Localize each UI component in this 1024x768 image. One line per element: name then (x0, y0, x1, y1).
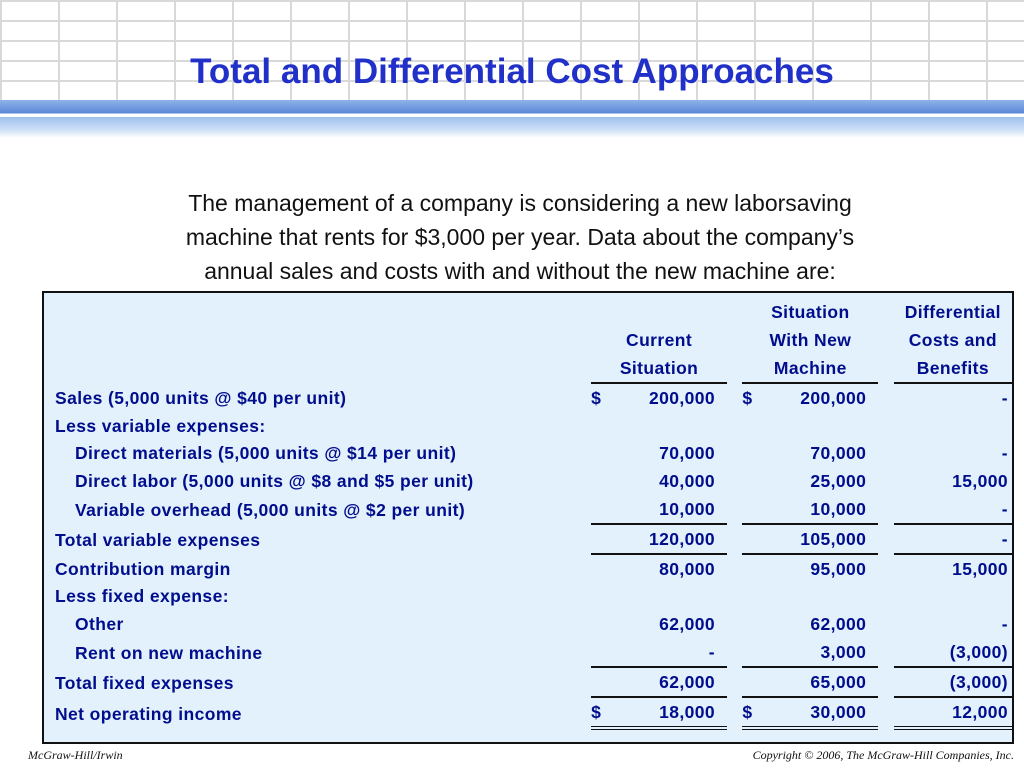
new-value: 30,000 (810, 701, 867, 722)
header-current: Situation (591, 355, 727, 385)
new-value: 70,000 (810, 443, 867, 464)
row-label: Direct materials (5,000 units @ $14 per unit) (75, 443, 457, 464)
table-row (44, 468, 1012, 496)
intro-line: machine that rents for $3,000 per year. Data about the company’s (185, 224, 855, 250)
row-label: Less fixed expense: (55, 586, 229, 607)
table-row (44, 639, 1012, 669)
header-row (44, 299, 1012, 327)
table-row (44, 384, 1012, 412)
diff-value: 15,000 (952, 558, 1008, 579)
new-value: 3,000 (820, 641, 867, 662)
new-value: 25,000 (810, 471, 867, 492)
currency-symbol: $ (742, 387, 753, 408)
intro-line: annual sales and costs with and without the new machine are: (204, 258, 836, 284)
table-row (44, 698, 1012, 730)
current-value: 200,000 (648, 387, 715, 408)
table-row (44, 496, 1012, 526)
new-value: 62,000 (810, 614, 867, 635)
new-value: 65,000 (810, 671, 867, 692)
row-label: Contribution margin (55, 558, 231, 579)
current-value: 18,000 (659, 701, 715, 722)
intro-paragraph (80, 186, 960, 288)
table-row (44, 412, 1012, 440)
table-row (44, 440, 1012, 468)
footer-copyright: Copyright © 2006, The McGraw-Hill Companies, Inc. (752, 748, 1014, 762)
current-value: 10,000 (659, 498, 715, 519)
table-row (44, 583, 1012, 611)
row-label: Less variable expenses: (55, 415, 266, 436)
header-diff: Differential (904, 302, 1001, 323)
header-row (44, 355, 1012, 385)
table-row (44, 525, 1012, 555)
currency-symbol: $ (591, 387, 602, 408)
new-value: 200,000 (800, 387, 867, 408)
diff-value: - (1001, 443, 1008, 464)
header-current (591, 299, 727, 327)
row-label: Other (75, 614, 124, 635)
current-value: 80,000 (659, 558, 715, 579)
new-value: 10,000 (810, 498, 867, 519)
table-row (44, 555, 1012, 583)
header-row (44, 327, 1012, 355)
new-value: 95,000 (810, 558, 867, 579)
cost-table (44, 299, 1012, 730)
diff-value: (3,000) (949, 671, 1008, 692)
footer-publisher: McGraw-Hill/Irwin (28, 748, 123, 762)
diff-value: - (1001, 387, 1008, 408)
row-label: Rent on new machine (75, 642, 263, 663)
currency-symbol: $ (742, 701, 753, 722)
cost-comparison-table (42, 291, 1014, 744)
diff-value: 12,000 (952, 701, 1008, 722)
current-value: 62,000 (659, 671, 715, 692)
slide-title: Total and Differential Cost Approaches (190, 52, 834, 91)
header-current: Current (626, 330, 693, 351)
header-new: Situation (771, 302, 850, 323)
current-value: 62,000 (659, 614, 715, 635)
header-new: Machine (742, 355, 878, 385)
table-row (44, 668, 1012, 698)
header-diff: Benefits (894, 355, 1012, 385)
header-stripe-band (0, 100, 1024, 138)
row-label: Sales (5,000 units @ $40 per unit) (55, 387, 347, 408)
row-label: Net operating income (55, 703, 242, 724)
table-row (44, 611, 1012, 639)
current-value: - (708, 641, 715, 662)
row-label: Variable overhead (5,000 units @ $2 per unit) (75, 499, 466, 520)
currency-symbol: $ (591, 701, 602, 722)
new-value: 105,000 (800, 528, 867, 549)
diff-value: - (1001, 614, 1008, 635)
row-label: Total variable expenses (55, 529, 261, 550)
current-value: 40,000 (659, 471, 715, 492)
current-value: 70,000 (659, 443, 715, 464)
header-new: With New (769, 330, 852, 351)
diff-value: (3,000) (949, 641, 1008, 662)
diff-value: - (1001, 498, 1008, 519)
header-diff: Costs and (908, 330, 997, 351)
diff-value: 15,000 (952, 471, 1008, 492)
row-label: Direct labor (5,000 units @ $8 and $5 per unit) (75, 471, 474, 492)
intro-line: The management of a company is considering a new laborsaving (188, 190, 852, 216)
diff-value: - (1001, 528, 1008, 549)
current-value: 120,000 (648, 528, 715, 549)
row-label: Total fixed expenses (55, 672, 234, 693)
